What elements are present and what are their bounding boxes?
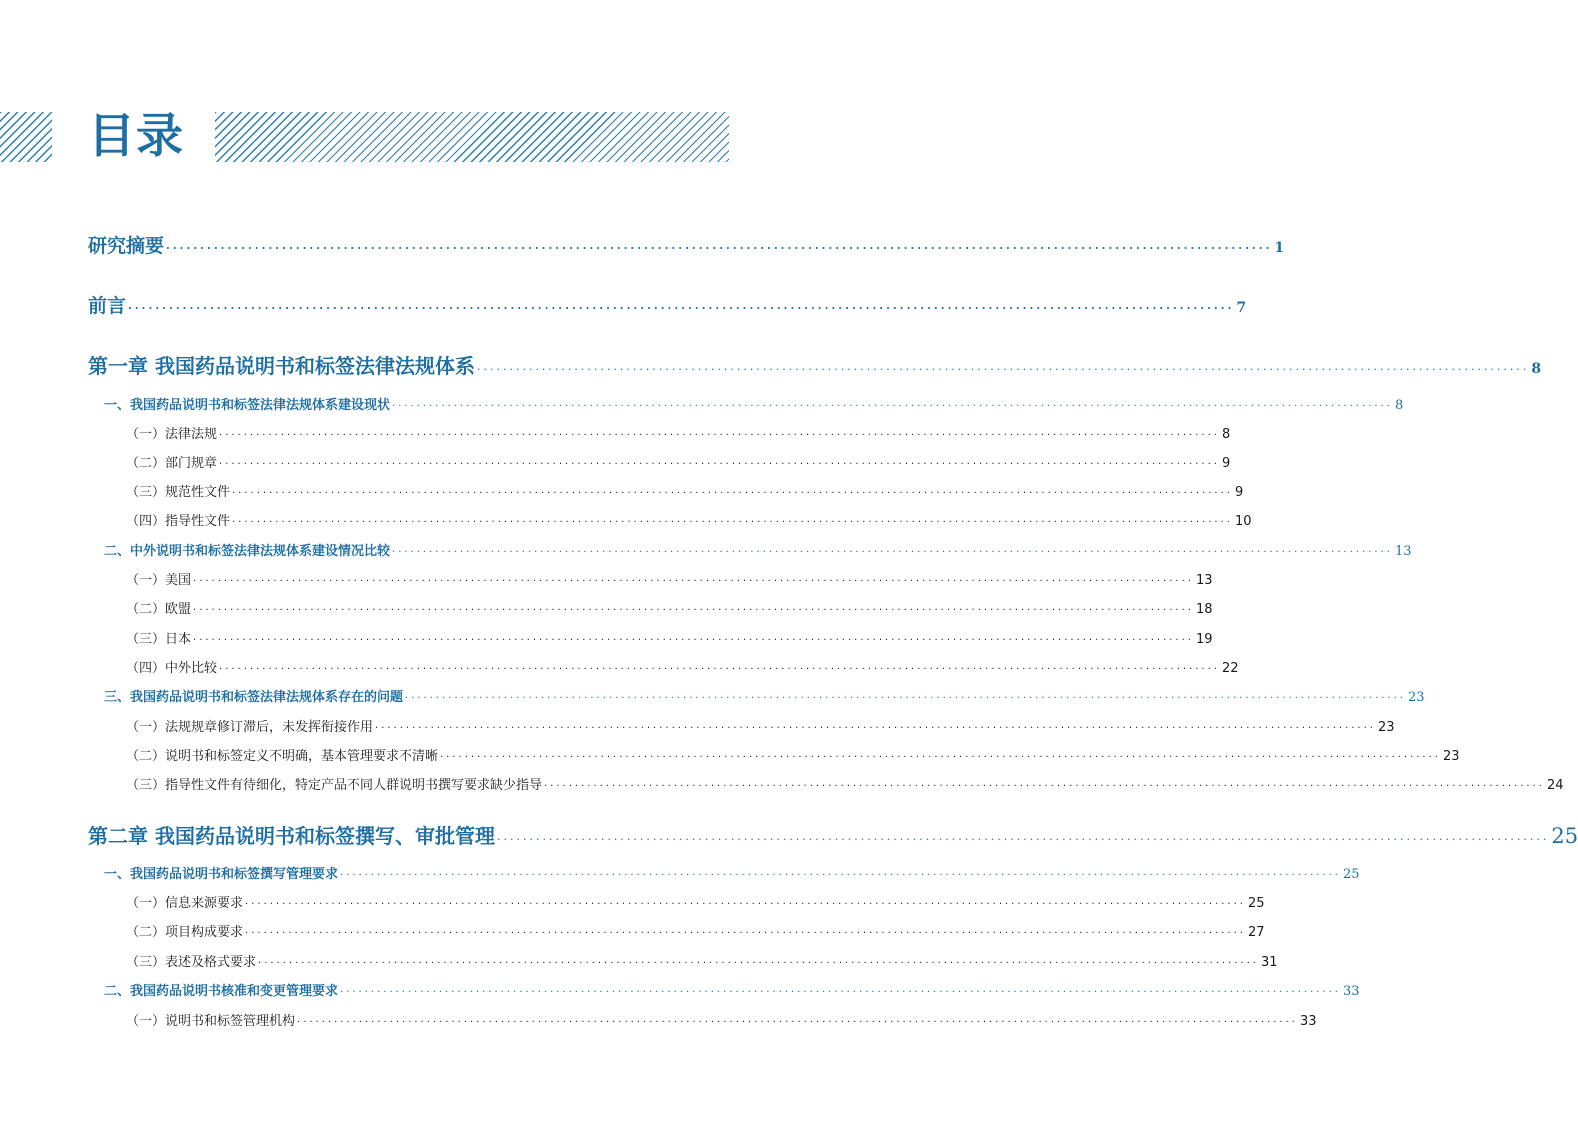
toc-page-number: 25 bbox=[1551, 824, 1578, 848]
toc-leader-dots: ·································································································································································· bbox=[297, 1017, 1298, 1028]
toc-page-number: 23 bbox=[1407, 690, 1425, 705]
toc-leader-dots: ·································································································································································· bbox=[258, 958, 1259, 969]
toc-page-number: 33 bbox=[1342, 984, 1360, 999]
toc-page-number: 10 bbox=[1234, 514, 1252, 529]
toc-leader-dots: ·································································································································································· bbox=[219, 430, 1220, 441]
toc-subsection-entry[interactable] bbox=[126, 951, 1278, 970]
toc-subsection-entry[interactable] bbox=[126, 921, 1265, 940]
toc-page-number: 8 bbox=[1394, 398, 1404, 413]
toc-page-number: 27 bbox=[1247, 925, 1265, 940]
toc-subsection-entry[interactable] bbox=[126, 569, 1213, 588]
toc-section-entry[interactable] bbox=[104, 540, 1412, 559]
toc-page-number: 9 bbox=[1234, 485, 1244, 500]
toc-page-number: 18 bbox=[1195, 602, 1213, 617]
toc-entry[interactable] bbox=[88, 231, 1285, 258]
toc-leader-dots: ·································································································································································· bbox=[392, 401, 1393, 412]
toc-leader-dots: ·································································································································································· bbox=[440, 752, 1441, 763]
toc-entry-label: 一、我国药品说明书和标签撰写管理要求 bbox=[104, 867, 339, 882]
toc-subsection-entry[interactable] bbox=[126, 510, 1252, 529]
toc-page-number: 8 bbox=[1531, 361, 1542, 377]
toc-leader-dots: ·································································································································································· bbox=[405, 693, 1406, 704]
toc-entry-label: （一）信息来源要求 bbox=[126, 896, 244, 911]
decorative-hatch-right bbox=[215, 112, 729, 162]
toc-entry-label: 研究摘要 bbox=[88, 235, 165, 257]
toc-entry-label: （三）表述及格式要求 bbox=[126, 955, 257, 970]
toc-page-number: 23 bbox=[1377, 720, 1395, 735]
toc-entry-label: （二）欧盟 bbox=[126, 602, 192, 617]
toc-page-number: 33 bbox=[1299, 1014, 1317, 1029]
toc-leader-dots: ·································································································································································· bbox=[375, 723, 1376, 734]
toc-leader-dots: ·································································································································································· bbox=[340, 870, 1341, 881]
toc-chapter-entry[interactable] bbox=[88, 350, 1542, 379]
toc-entry-label: （三）规范性文件 bbox=[126, 485, 231, 500]
toc-entry-label: （二）说明书和标签定义不明确，基本管理要求不清晰 bbox=[126, 749, 439, 764]
decorative-hatch-left bbox=[0, 112, 52, 162]
toc-chapter-entry[interactable] bbox=[88, 820, 1578, 849]
toc-subsection-entry[interactable] bbox=[126, 598, 1213, 617]
toc-entry-label: （一）法规规章修订滞后，未发挥衔接作用 bbox=[126, 720, 374, 735]
toc-leader-dots: ·································································································································································· bbox=[193, 576, 1194, 587]
toc-entry-label: 第一章 我国药品说明书和标签法律法规体系 bbox=[88, 354, 475, 378]
toc-leader-dots: ·································································································································································· bbox=[193, 605, 1194, 616]
toc-leader-dots: ·································································································································································· bbox=[232, 488, 1233, 499]
toc-leader-dots: ·································································································································································· bbox=[219, 664, 1220, 675]
toc-page-number: 8 bbox=[1221, 427, 1231, 442]
toc-leader-dots: ·································································································································································· bbox=[496, 833, 1550, 846]
toc-section-entry[interactable] bbox=[104, 863, 1360, 882]
toc-entry-label: （三）指导性文件有待细化，特定产品不同人群说明书撰写要求缺少指导 bbox=[126, 778, 543, 793]
toc-leader-dots: ·································································································································································· bbox=[219, 459, 1220, 470]
toc-subsection-entry[interactable] bbox=[126, 716, 1395, 735]
toc-page-number: 19 bbox=[1195, 632, 1213, 647]
toc-entry-label: 前言 bbox=[88, 295, 127, 317]
toc-entry-label: （二）项目构成要求 bbox=[126, 925, 244, 940]
toc-leader-dots: ·································································································································································· bbox=[340, 987, 1341, 998]
toc-leader-dots: ·································································································································································· bbox=[476, 363, 1530, 376]
toc-entry-label: 二、我国药品说明书核准和变更管理要求 bbox=[104, 984, 339, 999]
toc-section-entry[interactable] bbox=[104, 686, 1425, 705]
toc-leader-dots: ·································································································································································· bbox=[128, 302, 1235, 315]
toc-subsection-entry[interactable] bbox=[126, 452, 1231, 471]
toc-entry-label: （一）说明书和标签管理机构 bbox=[126, 1014, 296, 1029]
toc-entry-label: 第二章 我国药品说明书和标签撰写、审批管理 bbox=[88, 824, 495, 848]
toc-subsection-entry[interactable] bbox=[126, 628, 1213, 647]
toc-entry-label: （四）中外比较 bbox=[126, 661, 218, 676]
toc-subsection-entry[interactable] bbox=[126, 892, 1265, 911]
toc-page-number: 25 bbox=[1247, 896, 1265, 911]
toc-page-number: 1 bbox=[1274, 240, 1285, 256]
toc-entry-label: （一）法律法规 bbox=[126, 427, 218, 442]
toc-entry-label: （三）日本 bbox=[126, 632, 192, 647]
toc-page-number: 13 bbox=[1195, 573, 1213, 588]
toc-leader-dots: ·································································································································································· bbox=[166, 242, 1273, 255]
page-title: 目录 bbox=[88, 109, 184, 164]
toc-page-number: 7 bbox=[1236, 300, 1247, 316]
toc-subsection-entry[interactable] bbox=[126, 1010, 1317, 1029]
toc-entry-label: 二、中外说明书和标签法律法规体系建设情况比较 bbox=[104, 544, 391, 559]
toc-entry-label: 一、我国药品说明书和标签法律法规体系建设现状 bbox=[104, 398, 391, 413]
toc-entry-label: 三、我国药品说明书和标签法律法规体系存在的问题 bbox=[104, 690, 404, 705]
toc-subsection-entry[interactable] bbox=[126, 745, 1460, 764]
toc-leader-dots: ·································································································································································· bbox=[193, 635, 1194, 646]
toc-entry-label: （四）指导性文件 bbox=[126, 514, 231, 529]
toc-entry-label: （二）部门规章 bbox=[126, 456, 218, 471]
toc-entry[interactable] bbox=[88, 291, 1247, 318]
toc-entry-label: （一）美国 bbox=[126, 573, 192, 588]
toc-page-number: 22 bbox=[1221, 661, 1239, 676]
toc-subsection-entry[interactable] bbox=[126, 481, 1244, 500]
toc-leader-dots: ·································································································································································· bbox=[245, 928, 1246, 939]
toc-page-number: 13 bbox=[1394, 544, 1412, 559]
toc-leader-dots: ·································································································································································· bbox=[245, 899, 1246, 910]
toc-page-number: 9 bbox=[1221, 456, 1231, 471]
toc-leader-dots: ·································································································································································· bbox=[392, 547, 1393, 558]
toc-subsection-entry[interactable] bbox=[126, 423, 1231, 442]
toc-section-entry[interactable] bbox=[104, 980, 1360, 999]
toc-page-number: 25 bbox=[1342, 867, 1360, 882]
toc-page-number: 31 bbox=[1260, 955, 1278, 970]
toc-leader-dots: ·································································································································································· bbox=[232, 517, 1233, 528]
toc-page-number: 24 bbox=[1546, 778, 1564, 793]
toc-section-entry[interactable] bbox=[104, 394, 1404, 413]
toc-page-number: 23 bbox=[1442, 749, 1460, 764]
toc-subsection-entry[interactable] bbox=[126, 657, 1239, 676]
toc-leader-dots: ·································································································································································· bbox=[544, 781, 1545, 792]
toc-subsection-entry[interactable] bbox=[126, 774, 1564, 793]
